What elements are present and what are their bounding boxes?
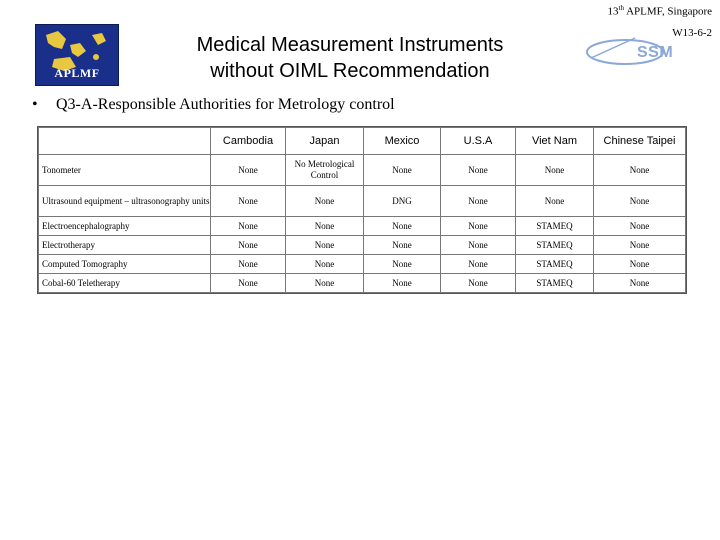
table-cell: None xyxy=(594,217,686,236)
table-cell: None xyxy=(364,236,441,255)
table-cell: STAMEQ xyxy=(516,236,594,255)
table-cell: None xyxy=(211,186,286,217)
table-row xyxy=(39,255,686,274)
table-row xyxy=(39,274,686,293)
table-cell: None xyxy=(286,274,364,293)
table-row xyxy=(39,217,686,236)
instrument-cell: Cobal-60 Teletherapy xyxy=(39,274,211,293)
table-cell: None xyxy=(211,155,286,186)
instrument-cell: Ultrasound equipment – ultrasonography units xyxy=(39,186,211,217)
table-cell: None xyxy=(516,155,594,186)
table-cell: None xyxy=(286,186,364,217)
table-cell: None xyxy=(286,236,364,255)
table-cell: None xyxy=(441,155,516,186)
bullet-marker: • xyxy=(32,96,38,113)
table-cell: None xyxy=(441,236,516,255)
table-cell: DNG xyxy=(364,186,441,217)
table-cell: None xyxy=(286,217,364,236)
bullet-point xyxy=(32,96,395,114)
bullet-text: Q3-A-Responsible Authorities for Metrology control xyxy=(56,96,395,113)
table-cell: None xyxy=(594,236,686,255)
table-cell: None xyxy=(441,255,516,274)
header-cell: Chinese Taipei xyxy=(594,128,686,155)
conference-label: 13th APLMF, Singapore xyxy=(607,4,712,18)
page-title xyxy=(150,32,550,84)
ssm-logo-text: SSM xyxy=(637,44,674,61)
authorities-table xyxy=(37,126,687,294)
table-cell: STAMEQ xyxy=(516,255,594,274)
table-cell: None xyxy=(594,155,686,186)
instrument-cell: Electroencephalography xyxy=(39,217,211,236)
ssm-logo xyxy=(585,30,677,76)
table-cell: STAMEQ xyxy=(516,274,594,293)
table-cell: None xyxy=(516,186,594,217)
instrument-cell: Computed Tomography xyxy=(39,255,211,274)
header-cell: Cambodia xyxy=(211,128,286,155)
document-id: W13-6-2 xyxy=(672,27,712,39)
table-cell: None xyxy=(211,274,286,293)
table-cell: None xyxy=(211,217,286,236)
table-cell: None xyxy=(594,186,686,217)
header-cell: Japan xyxy=(286,128,364,155)
instrument-cell: Tonometer xyxy=(39,155,211,186)
table-row xyxy=(39,155,686,186)
aplmf-logo xyxy=(35,24,119,86)
title-line-1: Medical Measurement Instruments xyxy=(196,34,504,56)
table-cell: None xyxy=(441,274,516,293)
table-cell: None xyxy=(441,186,516,217)
table-cell: No Metrological Control xyxy=(286,155,364,186)
table-cell: None xyxy=(211,236,286,255)
table-cell: None xyxy=(594,255,686,274)
table-cell: None xyxy=(364,255,441,274)
table-cell: None xyxy=(594,274,686,293)
header-cell: U.S.A xyxy=(441,128,516,155)
table-cell: None xyxy=(211,255,286,274)
title-line-2: without OIML Recommendation xyxy=(210,60,490,82)
table-row xyxy=(39,186,686,217)
table-row xyxy=(39,236,686,255)
header-cell: Mexico xyxy=(364,128,441,155)
header-cell xyxy=(39,128,211,155)
table-cell: None xyxy=(441,217,516,236)
table-cell: None xyxy=(364,217,441,236)
aplmf-logo-text: APLMF xyxy=(54,66,100,80)
table-cell: None xyxy=(364,155,441,186)
table-cell: None xyxy=(286,255,364,274)
table-cell: STAMEQ xyxy=(516,217,594,236)
instrument-cell: Electrotherapy xyxy=(39,236,211,255)
table-header-row xyxy=(39,128,686,155)
table-cell: None xyxy=(364,274,441,293)
header-cell: Viet Nam xyxy=(516,128,594,155)
